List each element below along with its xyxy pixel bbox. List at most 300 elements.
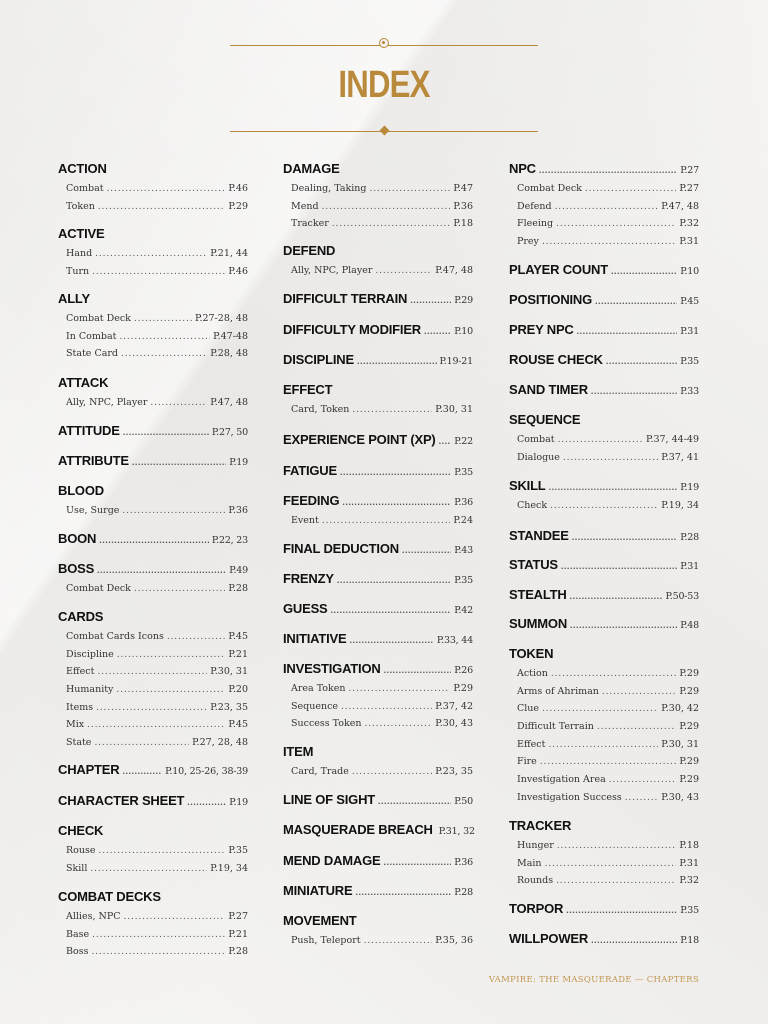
index-entry: [66, 394, 248, 412]
index-entry: [66, 502, 248, 520]
index-heading: [283, 852, 473, 869]
index-section: [509, 291, 699, 308]
page-ref: P.42: [454, 605, 473, 616]
index-heading-label: ACTION: [58, 161, 107, 176]
index-section: [283, 600, 473, 617]
page-ref: P.30, 31: [210, 666, 248, 678]
page-ref: P.29: [679, 756, 699, 768]
page-ref: P.22: [454, 436, 473, 447]
index-heading: [509, 291, 699, 308]
index-section: [509, 527, 699, 544]
index-section: [283, 852, 473, 869]
leader-dots: [167, 629, 226, 647]
index-section: [283, 160, 473, 233]
page-header: [0, 0, 768, 140]
index-section: [58, 560, 248, 598]
entry-label: Boss: [66, 946, 89, 958]
index-entry: [517, 718, 699, 736]
index-heading: [509, 645, 699, 662]
page-ref: P.50: [454, 796, 473, 807]
index-heading: [58, 608, 248, 625]
index-heading-label: DISCIPLINE: [283, 352, 354, 367]
index-section: [58, 761, 248, 778]
index-heading-label: ITEM: [283, 744, 314, 759]
index-section: [509, 261, 699, 278]
entry-label: Combat Deck: [66, 583, 131, 594]
leader-dots: [378, 793, 451, 810]
leader-dots: [577, 323, 678, 340]
leader-dots: [591, 383, 677, 400]
index-section: [509, 160, 699, 251]
page-ref: P.10, 25-26, 38-39: [165, 766, 248, 777]
page-ref: P.31, 32: [438, 826, 475, 837]
page-ref: P.29: [679, 668, 699, 679]
entry-label: Items: [66, 701, 94, 713]
entry-label: Check: [517, 500, 548, 511]
page-ref: P.45: [680, 296, 699, 307]
index-entry: [291, 180, 473, 198]
index-heading: [509, 411, 699, 428]
page-ref: P.30, 43: [435, 718, 473, 730]
index-heading: [58, 482, 248, 499]
index-entry: [66, 943, 248, 961]
index-entry: [66, 663, 248, 681]
index-heading: [283, 321, 473, 338]
leader-dots: [331, 602, 452, 619]
index-heading-label: ROUSE CHECK: [509, 352, 603, 367]
entry-label: Mix: [66, 719, 85, 731]
page-ref: P.36: [228, 505, 248, 516]
entry-label: Defend: [517, 200, 552, 212]
page-ref: P.28: [228, 946, 248, 958]
index-heading-label: MINIATURE: [283, 883, 353, 898]
index-section: [509, 411, 699, 466]
leader-dots: [410, 292, 451, 309]
leader-dots: [591, 932, 677, 949]
index-heading: [509, 556, 699, 573]
index-heading-label: MOVEMENT: [283, 913, 357, 928]
page-ref: P.45: [228, 631, 248, 642]
leader-dots: [90, 861, 207, 879]
index-entry: [66, 926, 248, 944]
index-entry: [291, 698, 473, 716]
index-entry: [291, 715, 473, 733]
page-ref: P.37, 42: [435, 700, 473, 712]
leader-dots: [122, 763, 162, 780]
index-heading-label: ATTRIBUTE: [58, 453, 129, 468]
index-heading: [283, 381, 473, 398]
leader-dots: [337, 572, 451, 589]
index-section: [58, 608, 248, 752]
leader-dots: [572, 529, 677, 546]
index-heading-label: EFFECT: [283, 382, 333, 397]
index-entry: [66, 245, 248, 263]
leader-dots: [602, 684, 677, 702]
index-heading-label: FINAL DEDUCTION: [283, 541, 399, 556]
index-section: [283, 321, 473, 338]
index-heading: [58, 160, 248, 177]
leader-dots: [123, 424, 209, 441]
index-heading-label: TORPOR: [509, 901, 564, 916]
index-entry: [66, 198, 248, 216]
leader-dots: [609, 772, 677, 790]
index-heading: [509, 477, 699, 494]
entry-label: Card, Trade: [291, 766, 349, 777]
page-ref: P.31: [679, 857, 699, 869]
index-heading: [283, 791, 473, 808]
leader-dots: [439, 433, 452, 450]
page-ref: P.35: [454, 575, 473, 586]
entry-label: Skill: [66, 862, 88, 874]
leader-dots: [545, 856, 677, 874]
index-entry: [517, 665, 699, 683]
index-heading: [509, 900, 699, 917]
index-section: [283, 821, 473, 838]
index-section: [509, 477, 699, 515]
leader-dots: [124, 909, 226, 927]
index-section: [509, 321, 699, 338]
page-ref: P.10: [680, 266, 699, 277]
entry-label: Clue: [517, 703, 540, 715]
index-heading-label: PREY NPC: [509, 322, 574, 337]
index-entry: [517, 855, 699, 873]
index-heading-label: DAMAGE: [283, 161, 340, 176]
index-section: [58, 290, 248, 363]
leader-dots: [383, 854, 451, 871]
index-heading: [58, 792, 248, 809]
index-heading: [283, 290, 473, 307]
leader-dots: [97, 562, 226, 579]
index-section: [58, 160, 248, 215]
index-heading-label: CARDS: [58, 609, 104, 624]
index-heading: [509, 817, 699, 834]
entry-label: Dealing, Taking: [291, 183, 367, 194]
index-heading: [58, 530, 248, 547]
page-ref: P.27, 28, 48: [192, 737, 248, 749]
index-heading-label: STEALTH: [509, 587, 567, 602]
index-section: [283, 570, 473, 587]
index-section: [283, 462, 473, 479]
page-ref: P.18: [680, 935, 699, 946]
index-heading: [283, 351, 473, 368]
index-entry: [517, 736, 699, 754]
index-heading-label: FRENZY: [283, 571, 334, 586]
index-section: [509, 351, 699, 368]
page-ref: P.24: [453, 515, 473, 526]
index-entry: [66, 842, 248, 860]
entry-label: Combat Deck: [66, 313, 131, 324]
leader-dots: [122, 503, 225, 521]
entry-label: Ally, NPC, Player: [66, 397, 148, 408]
entry-label: Combat Cards Icons: [66, 631, 164, 642]
leader-dots: [384, 662, 452, 679]
page-ref: P.23, 35: [435, 766, 473, 777]
index-heading-label: CHARACTER SHEET: [58, 793, 185, 808]
index-heading: [58, 374, 248, 391]
leader-dots: [322, 513, 451, 531]
index-heading-label: GUESS: [283, 601, 328, 616]
page-ref: P.19: [680, 482, 699, 493]
leader-dots: [542, 234, 676, 252]
index-heading-label: ATTITUDE: [58, 423, 120, 438]
index-section: [58, 422, 248, 439]
index-heading: [283, 540, 473, 557]
page-ref: P.27: [679, 183, 699, 194]
index-heading: [58, 422, 248, 439]
index-heading: [283, 570, 473, 587]
diamond-ornament-icon: [380, 126, 390, 136]
index-entry: [517, 215, 699, 233]
entry-label: Fleeing: [517, 218, 554, 230]
page-ref: P.49: [229, 565, 248, 576]
index-heading-label: INVESTIGATION: [283, 661, 381, 676]
entry-label: Event: [291, 515, 319, 526]
leader-dots: [352, 402, 432, 420]
index-heading: [509, 527, 699, 544]
index-entry: [66, 908, 248, 926]
page-ref: P.43: [454, 545, 473, 556]
index-section: [283, 912, 473, 950]
index-heading-label: MASQUERADE BREACH: [283, 822, 433, 837]
leader-dots: [96, 700, 207, 718]
page-footer: VAMPIRE: THE MASQUERADE — CHAPTERS: [488, 975, 699, 985]
entry-label: Tracker: [291, 218, 329, 230]
index-heading: [509, 586, 699, 603]
page-ref: P.50-53: [665, 591, 699, 602]
leader-dots: [107, 181, 226, 199]
leader-dots: [555, 199, 659, 217]
entry-label: Success Token: [291, 718, 362, 730]
page-ref: P.19: [229, 797, 248, 808]
page-ref: P.29: [679, 774, 699, 786]
page-ref: P.47, 48: [661, 200, 699, 212]
page-ref: P.21: [228, 648, 248, 660]
entry-label: Turn: [66, 265, 90, 277]
leader-dots: [561, 558, 677, 575]
leader-dots: [355, 884, 451, 901]
index-heading-label: EXPERIENCE POINT (XP): [283, 432, 436, 447]
entry-label: Investigation Success: [517, 791, 622, 803]
page-ref: P.31: [680, 326, 699, 337]
entry-label: Combat Deck: [517, 183, 582, 194]
leader-dots: [558, 432, 643, 450]
leader-dots: [424, 323, 451, 340]
leader-dots: [556, 216, 676, 234]
page-ref: P.27-28, 48: [194, 313, 248, 324]
entry-label: Sequence: [291, 700, 339, 712]
index-heading-label: POSITIONING: [509, 292, 593, 307]
page-ref: P.45: [228, 719, 248, 731]
entry-label: Rounds: [517, 875, 554, 887]
leader-dots: [625, 790, 659, 808]
index-section: [283, 381, 473, 419]
leader-dots: [116, 682, 225, 700]
page-ref: P.46: [228, 183, 248, 194]
entry-label: Allies, NPC: [66, 911, 121, 922]
index-heading-label: BOSS: [58, 561, 95, 576]
index-heading: [283, 492, 473, 509]
page-ref: P.30, 31: [435, 404, 473, 415]
index-heading: [58, 560, 248, 577]
page-ref: P.28: [228, 583, 248, 594]
index-entry: [66, 345, 248, 363]
index-section: [509, 586, 699, 603]
index-entry: [66, 734, 248, 752]
index-section: [509, 381, 699, 398]
page-ref: P.23, 35: [210, 701, 248, 713]
leader-dots: [563, 450, 658, 468]
index-heading: [283, 743, 473, 760]
index-heading-label: PLAYER COUNT: [509, 262, 608, 277]
leader-dots: [342, 494, 451, 511]
leader-dots: [121, 346, 207, 364]
index-heading-label: SEQUENCE: [509, 412, 581, 427]
index-section: [58, 822, 248, 877]
index-entry: [66, 263, 248, 281]
leader-dots: [352, 764, 432, 782]
index-heading: [283, 600, 473, 617]
index-entry: [66, 681, 248, 699]
leader-dots: [187, 794, 226, 811]
index-heading-label: SAND TIMER: [509, 382, 588, 397]
index-heading-label: ATTACK: [58, 375, 109, 390]
page-ref: P.37, 44-49: [645, 434, 699, 445]
index-heading-label: COMBAT DECKS: [58, 889, 161, 904]
leader-dots: [570, 617, 677, 634]
leader-dots: [357, 353, 437, 370]
leader-dots: [99, 532, 209, 549]
leader-dots: [364, 933, 433, 951]
index-entry: [291, 198, 473, 216]
index-heading: [283, 630, 473, 647]
index-entry: [66, 180, 248, 198]
page-ref: P.29: [454, 295, 473, 306]
index-heading: [283, 821, 473, 838]
page-ref: P.35: [680, 905, 699, 916]
index-section: [58, 374, 248, 412]
entry-label: Effect: [517, 738, 546, 750]
page-ref: P.30, 31: [661, 738, 699, 750]
index-section: [58, 452, 248, 469]
index-section: [283, 882, 473, 899]
index-heading-label: CHECK: [58, 823, 104, 838]
page-ref: P.48: [680, 620, 699, 631]
leader-dots: [134, 311, 192, 329]
entry-label: Push, Teleport: [291, 935, 361, 946]
index-section: [509, 615, 699, 632]
entry-label: Base: [66, 928, 90, 940]
leader-dots: [349, 632, 433, 649]
entry-label: Humanity: [66, 684, 114, 696]
leader-dots: [570, 588, 663, 605]
index-heading: [58, 888, 248, 905]
page-ref: P.27: [228, 911, 248, 922]
page-ref: P.35: [680, 356, 699, 367]
index-entry: [66, 310, 248, 328]
page-ref: P.18: [679, 840, 699, 851]
index-heading-label: LINE OF SIGHT: [283, 792, 376, 807]
page-ref: P.35: [454, 467, 473, 478]
index-heading-label: FEEDING: [283, 493, 340, 508]
index-section: [283, 660, 473, 733]
page-ref: P.21, 44: [210, 248, 248, 259]
entry-label: Hand: [66, 248, 93, 259]
page-ref: P.27: [680, 165, 699, 176]
index-heading: [283, 242, 473, 259]
page-ref: P.26: [454, 665, 473, 676]
index-heading: [58, 452, 248, 469]
index-section: [283, 492, 473, 530]
index-section: [58, 482, 248, 520]
page-ref: P.27, 50: [211, 427, 248, 438]
index-entry: [517, 198, 699, 216]
index-section: [509, 900, 699, 917]
entry-label: Prey: [517, 236, 539, 248]
page-ref: P.32: [679, 875, 699, 887]
index-heading: [509, 351, 699, 368]
page-ref: P.19, 34: [661, 500, 699, 511]
index-entry: [517, 449, 699, 467]
index-section: [509, 817, 699, 890]
index-heading-label: MEND DAMAGE: [283, 853, 381, 868]
index-entry: [66, 699, 248, 717]
leader-dots: [369, 181, 450, 199]
index-heading-label: CHAPTER: [58, 762, 120, 777]
page-ref: P.28: [680, 532, 699, 543]
index-section: [58, 225, 248, 280]
leader-dots: [91, 944, 225, 962]
leader-dots: [597, 719, 677, 737]
leader-dots: [95, 246, 207, 264]
index-heading: [509, 261, 699, 278]
index-section: [58, 792, 248, 809]
leader-dots: [322, 199, 451, 217]
index-entry: [517, 771, 699, 789]
leader-dots: [99, 843, 226, 861]
page-ref: P.10: [454, 326, 473, 337]
index-heading-label: STANDEE: [509, 528, 569, 543]
index-heading-label: INITIATIVE: [283, 631, 347, 646]
index-entry: [517, 789, 699, 807]
page-title: INDEX: [338, 64, 430, 106]
page-ref: P.47-48: [213, 330, 248, 342]
entry-label: Combat: [517, 434, 555, 445]
index-heading-label: SUMMON: [509, 616, 568, 631]
entry-label: In Combat: [66, 330, 117, 342]
leader-dots: [540, 754, 677, 772]
page-ref: P.20: [228, 684, 248, 696]
entry-label: State: [66, 737, 92, 749]
index-entry: [66, 328, 248, 346]
index-entry: [517, 683, 699, 701]
leader-dots: [87, 717, 225, 735]
index-heading-label: DIFFICULTY MODIFIER: [283, 322, 421, 337]
index-heading-label: DIFFICULT TERRAIN: [283, 291, 408, 306]
index-entry: [66, 646, 248, 664]
circle-ornament-icon: [379, 38, 389, 48]
index-entry: [517, 233, 699, 251]
leader-dots: [566, 902, 677, 919]
index-entry: [291, 763, 473, 781]
leader-dots: [119, 329, 210, 347]
leader-dots: [97, 664, 207, 682]
index-entry: [517, 497, 699, 515]
leader-dots: [375, 263, 432, 281]
index-entry: [517, 872, 699, 890]
leader-dots: [556, 873, 676, 891]
index-heading: [58, 225, 248, 242]
index-entry: [517, 431, 699, 449]
